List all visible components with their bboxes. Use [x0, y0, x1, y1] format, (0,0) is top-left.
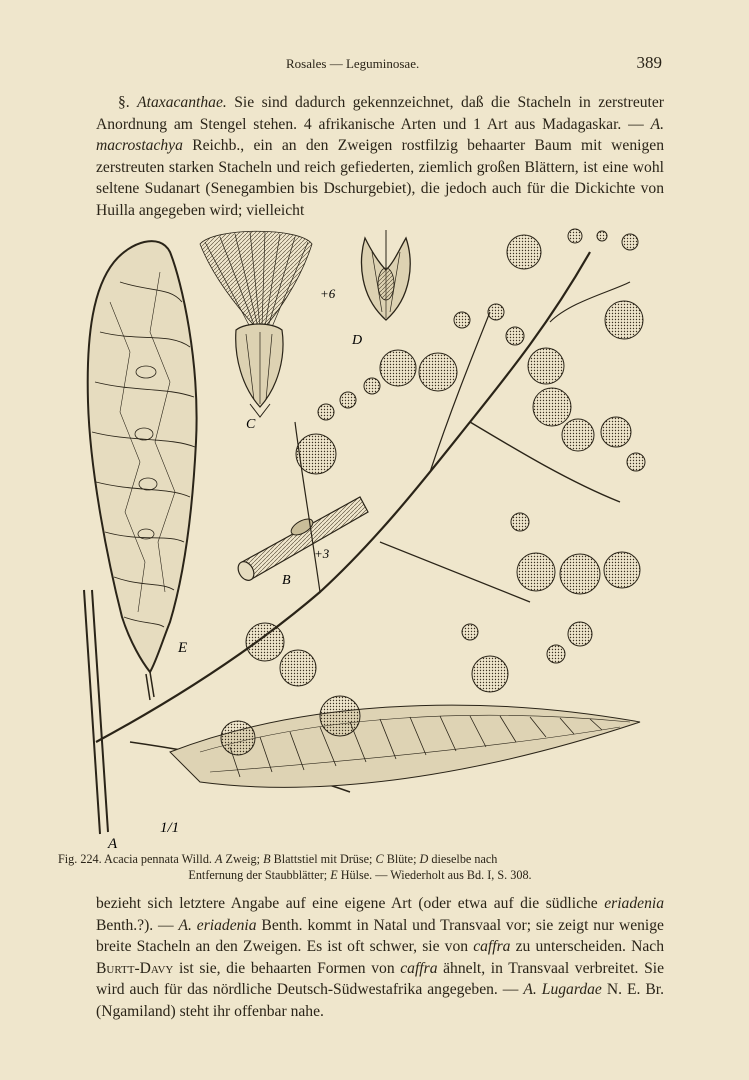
- text-run: caffra: [473, 938, 511, 955]
- figure-label-c: C: [246, 417, 256, 432]
- flower-drawing-c: [200, 231, 312, 417]
- flower-heads: [221, 229, 645, 755]
- flower-drawing-d: [362, 230, 411, 320]
- paragraph-top: [96, 92, 664, 221]
- text-run: Blüte;: [383, 852, 420, 866]
- text-run: E: [330, 868, 338, 882]
- text-run: ist sie, die behaarten Formen von: [173, 959, 401, 977]
- caption-line-1: [58, 852, 497, 866]
- text-run: A. eriadenia: [178, 916, 257, 934]
- scale-label-d: +6: [320, 286, 336, 301]
- botanical-illustration: [50, 222, 690, 854]
- text-run: §.: [118, 94, 138, 111]
- scale-label-a: 1/1: [160, 820, 180, 836]
- figure-label-d: D: [352, 333, 363, 348]
- text-run: Benth. kommt in Natal und Transvaal vor; sie zeigt nur wenige breite Stacheln an den Zweigen. Es ist oft schwer, sie von: [96, 916, 664, 955]
- text-run: B: [263, 852, 271, 866]
- running-head-title: Rosales — Leguminosae.: [286, 56, 420, 71]
- caption-line-2: [58, 867, 662, 883]
- scale-label-b: +3: [314, 546, 330, 561]
- figure-label-a: A: [108, 836, 118, 852]
- text-run: ähnelt, in Transvaal verbreitet. Sie wird auch für das nördliche Deutsch-Südwestafrika angegeben. —: [96, 959, 664, 998]
- text-run: Hülse. — Wiederholt aus Bd. I, S. 308.: [337, 868, 532, 882]
- text-run: Sie sind dadurch gekennzeichnet, daß die Stacheln in zerstreuter Anordnung am Stengel stehen. 4 afrikanische Arten und 1 Art aus Madagaskar. —: [96, 94, 664, 133]
- figure-label-b: B: [282, 573, 291, 588]
- text-run: A: [215, 852, 223, 866]
- text-run: Benth.?). —: [96, 916, 179, 934]
- figure-caption: [58, 851, 662, 883]
- text-run: Fig. 224. Acacia pennata Willd.: [58, 852, 216, 866]
- petiole-drawing-b: [235, 497, 368, 583]
- figure-label-e: E: [178, 640, 188, 656]
- text-run: dieselbe nach: [428, 852, 498, 866]
- text-run: Zweig;: [222, 852, 264, 866]
- text-run: caffra: [400, 959, 438, 977]
- text-run: A. macrostachya: [96, 115, 664, 154]
- text-run: A. Lugardae: [523, 981, 602, 998]
- text-run: Blattstiel mit Drüse;: [270, 852, 376, 866]
- text-run: Reichb., ein an den Zweigen rostfilzig behaarter Baum mit wenigen zerstreuten starken Stacheln und reich gefiederten, ziemlich großen Blättern, ist eine wohl seltene Sudanart (Senegambien bis Dschurgebiet), die jedoch auch für die Dickichte von Huilla angegeben wird; vielleicht: [96, 137, 664, 219]
- text-run: bezieht sich letztere Angabe auf eine eigene Art (oder etwa auf die südliche: [96, 895, 605, 912]
- text-run: zu unterscheiden. Nach: [510, 938, 665, 955]
- pod-drawing-e: [88, 241, 197, 700]
- text-run: C: [375, 852, 384, 866]
- illustration-svg: [50, 222, 690, 854]
- text-run: Burtt-Davy: [96, 959, 174, 977]
- text-run: D: [419, 852, 429, 866]
- page-number: 389: [636, 53, 662, 72]
- text-run: N. E. Br. (Ngamiland) steht ihr offenbar nahe.: [96, 981, 665, 1020]
- text-run: Entfernung der Staubblätter;: [188, 868, 331, 882]
- text-run: Ataxacanthae.: [137, 94, 227, 111]
- paragraph-bottom: [96, 893, 664, 1022]
- text-run: eriadenia: [604, 895, 664, 912]
